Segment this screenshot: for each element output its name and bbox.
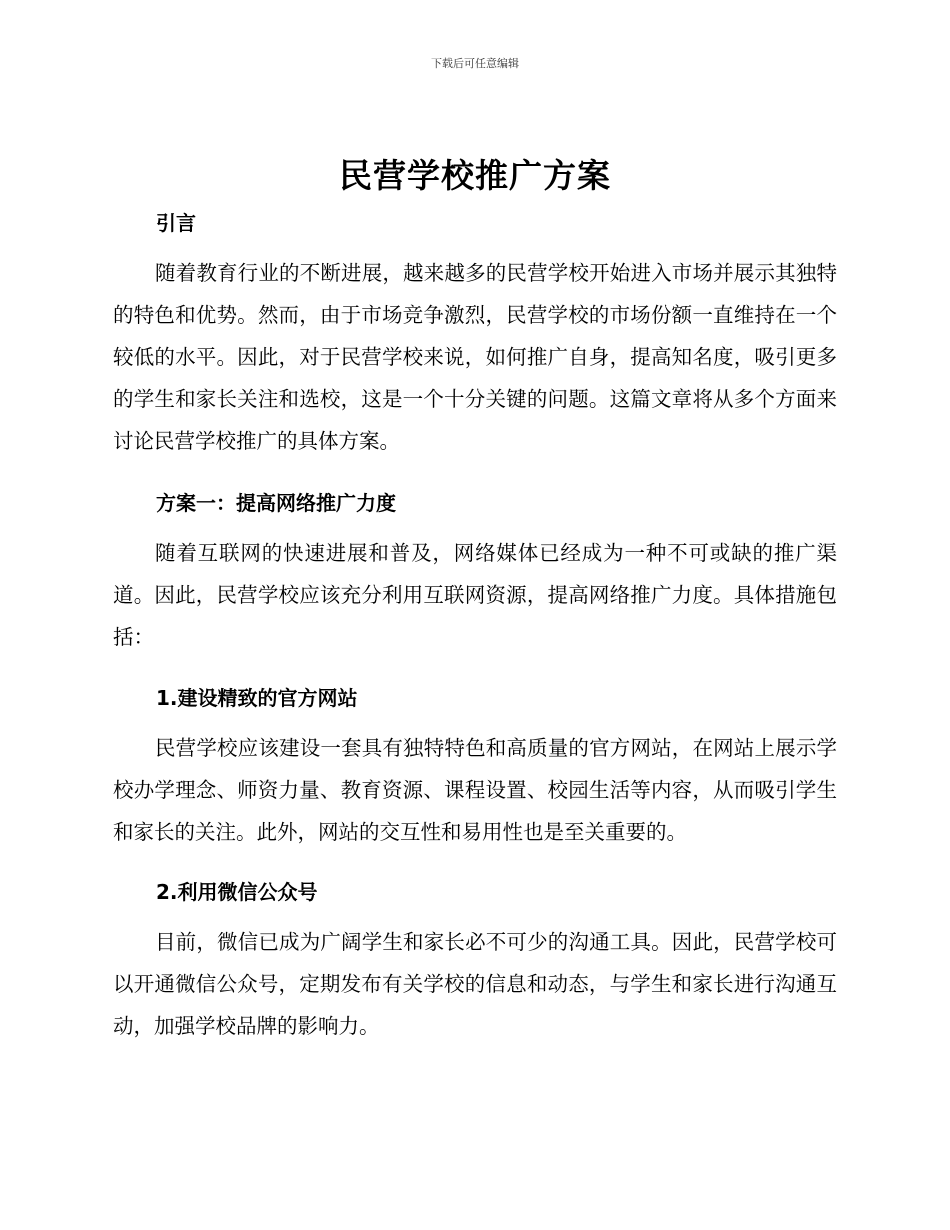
document-title: 民营学校推广方案 [339, 156, 611, 195]
section-heading-intro: 引言 [156, 211, 196, 235]
section-heading-plan-one: 方案一：提高网络推广力度 [156, 491, 396, 515]
page-header-note: 下载后可任意编辑 [431, 57, 519, 70]
subheading-official-website: 1.建设精致的官方网站 [156, 686, 358, 710]
paragraph-wechat-account: 目前，微信已成为广阔学生和家长必不可少的沟通工具。因此，民营学校可以开通微信公众号，定期发布有关学校的信息和动态，与学生和家长进行沟通互动，加强学校品牌的影响力。 [113, 930, 837, 1038]
paragraph-intro: 随着教育行业的不断进展，越来越多的民营学校开始进入市场并展示其独特的特色和优势。然而，由于市场竞争激烈，民营学校的市场份额一直维持在一个较低的水平。因此，对于民营学校来说，如何推广自身，提高知名度，吸引更多的学生和家长关注和选校，这是一个十分关键的问题。这篇文章将从多个方面来讨论民营学校推广的具体方案。 [113, 261, 837, 453]
subheading-wechat-account: 2.利用微信公众号 [156, 880, 318, 904]
paragraph-official-website: 民营学校应该建设一套具有独特特色和高质量的官方网站，在网站上展示学校办学理念、师资力量、教育资源、课程设置、校园生活等内容，从而吸引学生和家长的关注。此外，网站的交互性和易用性也是至关重要的。 [113, 736, 837, 844]
paragraph-plan-one: 随着互联网的快速进展和普及，网络媒体已经成为一种不可或缺的推广渠道。因此，民营学校应该充分利用互联网资源，提高网络推广力度。具体措施包括： [113, 541, 837, 649]
